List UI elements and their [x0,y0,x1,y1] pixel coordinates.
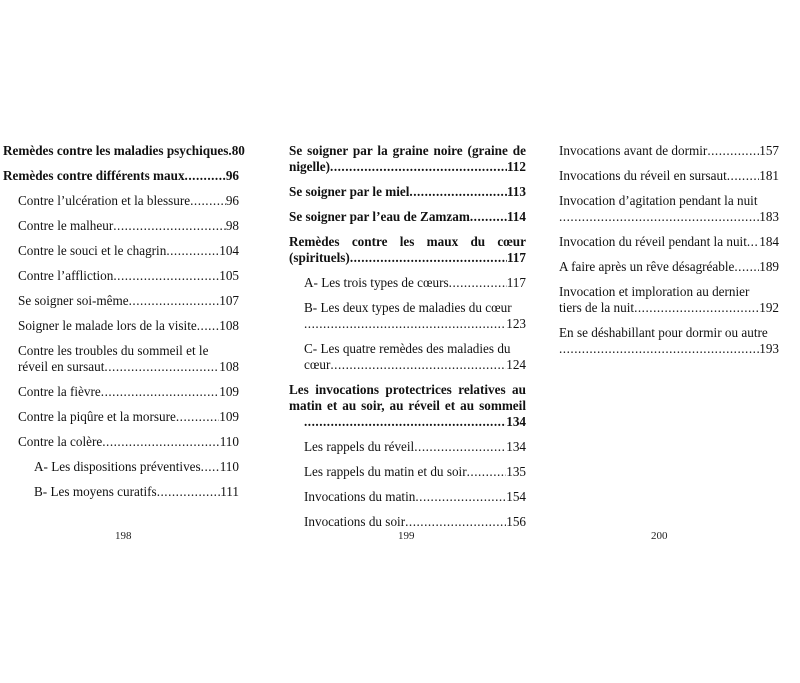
toc-entry-title: tiers de la nuit [559,300,635,315]
toc-entry [3,243,239,259]
toc-entry-title-line: Les invocations protectrices relatives au [289,382,526,397]
toc-entry-page: 117 [506,250,526,265]
toc-entry-page: 184 [759,234,779,249]
toc-entry-page: 109 [219,409,239,424]
toc-entry-page: 110 [219,459,239,474]
toc-entry-row [289,439,526,455]
toc-entry-row [289,489,526,505]
toc-entry [3,434,239,450]
toc-entry-page: 124 [506,357,526,372]
toc-entry [3,218,239,234]
toc-entry-title-line: Se soigner par la graine noire (graine de [289,143,526,158]
toc-entry [289,341,526,373]
toc-entry-row [559,168,779,184]
toc-entry-row [3,193,239,209]
dot-leader [467,464,507,480]
toc-entry-title: Les rappels du réveil [304,439,415,454]
toc-entry [289,489,526,505]
toc-page-right [559,143,779,366]
toc-entry-page: 114 [506,209,526,224]
toc-entry-row [559,300,779,316]
toc-entry-title: Contre le malheur [18,218,114,233]
toc-entry [289,209,526,225]
toc-entry-page: 157 [759,143,779,158]
toc-entry-title-line: Invocation et imploration au dernier [559,284,750,299]
toc-entry [289,514,526,530]
toc-entry-title: Contre l’affliction [18,268,114,283]
dot-leader [330,357,506,373]
toc-entry-title: Invocation du réveil pendant la nuit [559,234,747,249]
toc-entry-row [559,259,779,275]
dot-leader [559,209,759,225]
toc-entry-row [3,384,239,400]
toc-entry-page: 117 [506,275,526,290]
toc-entry-row [289,414,526,430]
toc-entry-row [3,409,239,425]
toc-entry-title: Remèdes contre différents maux [3,168,185,183]
toc-entry-row [289,316,526,332]
dot-leader [201,459,220,475]
dot-leader [414,439,506,455]
toc-entry-title: nigelle) [289,159,331,174]
toc-entry [559,168,779,184]
dot-leader [470,209,507,225]
toc-entry-title: Invocations du réveil en sursaut [559,168,727,183]
toc-entry-page: 193 [759,341,779,356]
toc-entry-row [3,218,239,234]
toc-entry-page: 181 [759,168,779,183]
toc-entry-page: 104 [219,243,239,258]
toc-entry [559,234,779,250]
toc-entry-page: 109 [219,384,239,399]
dot-leader [747,234,759,250]
page-number-right: 200 [651,530,668,542]
toc-entry-title: Contre l’ulcération et la blessure [18,193,191,208]
dot-leader [176,409,219,425]
toc-entry [3,268,239,284]
toc-entry [3,409,239,425]
toc-entry-page: 96 [225,168,239,183]
toc-entry [289,382,526,430]
toc-entry-title-line: Contre les troubles du sommeil et le [18,343,209,358]
toc-entry-title: Invocations avant de dormir [559,143,708,158]
toc-entry [3,459,239,475]
toc-entry-title: Contre la colère [18,434,103,449]
toc-entry-row [289,159,526,175]
toc-entry [289,234,526,266]
toc-entry-page: 110 [219,434,239,449]
dot-leader [409,184,507,200]
toc-entry-row [559,209,779,225]
toc-entry-row [289,184,526,200]
toc-entry [289,300,526,332]
toc-entry [3,384,239,400]
toc-entry-row [3,359,239,375]
toc-entry-page: 134 [506,414,526,429]
dot-leader [129,293,220,309]
toc-entry-title: cœur [304,357,331,372]
dot-leader [190,193,226,209]
toc-entry-title: Invocations du matin [304,489,416,504]
dot-leader [101,384,219,400]
toc-entry-title: Se soigner par l’eau de Zamzam [289,209,470,224]
toc-entry-row [3,434,239,450]
toc-entry-title: B- Les moyens curatifs [34,484,157,499]
toc-entry-row [559,234,779,250]
dot-leader [449,275,507,291]
toc-entry-page: 108 [219,318,239,333]
toc-entry-title-line: Remèdes contre les maux du cœur [289,234,526,249]
toc-entry-row [289,514,526,530]
page-number-middle: 199 [398,530,415,542]
toc-entry-page: 111 [220,484,239,499]
toc-entry-title: A- Les dispositions préventives [34,459,201,474]
toc-entry-title-line: En se déshabillant pour dormir ou autre [559,325,768,340]
dot-leader [157,484,221,500]
toc-entry-title-line: C- Les quatre remèdes des maladies du [304,341,511,356]
toc-entry-page: 98 [225,218,239,233]
dot-leader [166,243,219,259]
toc-entry-page: 107 [219,293,239,308]
toc-entry-row [289,464,526,480]
toc-entry [3,484,239,500]
toc-entry-page: 183 [759,209,779,224]
dot-leader [405,514,506,530]
toc-entry-row [3,243,239,259]
toc-entry-row [3,268,239,284]
toc-entry [289,439,526,455]
dot-leader [113,268,219,284]
toc-entry-title: Soigner le malade lors de la visite [18,318,197,333]
dot-leader [104,359,219,375]
toc-entry-page: 80 [231,143,245,158]
dot-leader [113,218,226,234]
dot-leader [727,168,759,184]
toc-entry-title: Se soigner soi-même [18,293,129,308]
toc-entry-row [3,143,245,159]
toc-entry-row [289,209,526,225]
toc-entry-row [3,168,239,184]
toc-entry [3,143,245,159]
toc-entry-title: A faire après un rêve désagréable [559,259,735,274]
toc-entry-row [3,459,239,475]
dot-leader [707,143,759,159]
dot-leader [304,316,506,332]
toc-entry-title-line: matin et au soir, au réveil et au sommeil [289,398,526,413]
toc-entry-row [3,293,239,309]
dot-leader [734,259,759,275]
toc-entry [3,343,239,375]
toc-entry-page: 156 [506,514,526,529]
toc-entry-page: 134 [506,439,526,454]
toc-page-left [3,143,245,509]
toc-entry-title: réveil en sursaut [18,359,105,374]
dot-leader [634,300,759,316]
toc-entry-page: 96 [225,193,239,208]
toc-entry-page: 192 [759,300,779,315]
dot-leader [350,250,507,266]
toc-entry-title-line: B- Les deux types de maladies du cœur [304,300,512,315]
toc-entry-page: 113 [506,184,526,199]
dot-leader [185,168,226,184]
toc-entry [559,193,779,225]
toc-entry [289,143,526,175]
dot-leader [102,434,219,450]
toc-entry [3,193,239,209]
toc-entry [289,275,526,291]
toc-entry-row [3,318,239,334]
toc-entry-page: 123 [506,316,526,331]
dot-leader [197,318,220,334]
toc-entry [559,143,779,159]
toc-entry [3,168,239,184]
toc-entry-page: 105 [219,268,239,283]
toc-entry-title-line: Invocation d’agitation pendant la nuit [559,193,758,208]
toc-entry-row [289,250,526,266]
toc-entry [559,259,779,275]
toc-entry-page: 154 [506,489,526,504]
toc-entry-title: Contre la piqûre et la morsure [18,409,176,424]
dot-leader [330,159,507,175]
toc-entry-row [289,357,526,373]
toc-entry-row [289,275,526,291]
dot-leader [304,414,506,430]
toc-entry [289,464,526,480]
toc-entry-title: Les rappels du matin et du soir [304,464,467,479]
toc-entry-page: 108 [219,359,239,374]
toc-entry-page: 135 [506,464,526,479]
toc-entry-title: (spirituels) [289,250,350,265]
toc-entry [3,293,239,309]
toc-entry-row [559,143,779,159]
toc-entry-title: Se soigner par le miel [289,184,410,199]
toc-entry [559,325,779,357]
toc-entry-title: Contre la fièvre [18,384,101,399]
toc-entry [559,284,779,316]
toc-entry-title: A- Les trois types de cœurs [304,275,449,290]
toc-entry-title: Contre le souci et le chagrin [18,243,167,258]
toc-entry-title: Invocations du soir [304,514,406,529]
toc-page-middle [289,143,526,539]
toc-entry-title: Remèdes contre les maladies psychiques. [3,143,232,158]
toc-entry [3,318,239,334]
dot-leader [415,489,506,505]
toc-entry-page: 112 [506,159,526,174]
toc-entry [289,184,526,200]
toc-entry-page: 189 [759,259,779,274]
toc-entry-row [3,484,239,500]
toc-entry-row [559,341,779,357]
page-number-left: 198 [115,530,132,542]
dot-leader [559,341,759,357]
